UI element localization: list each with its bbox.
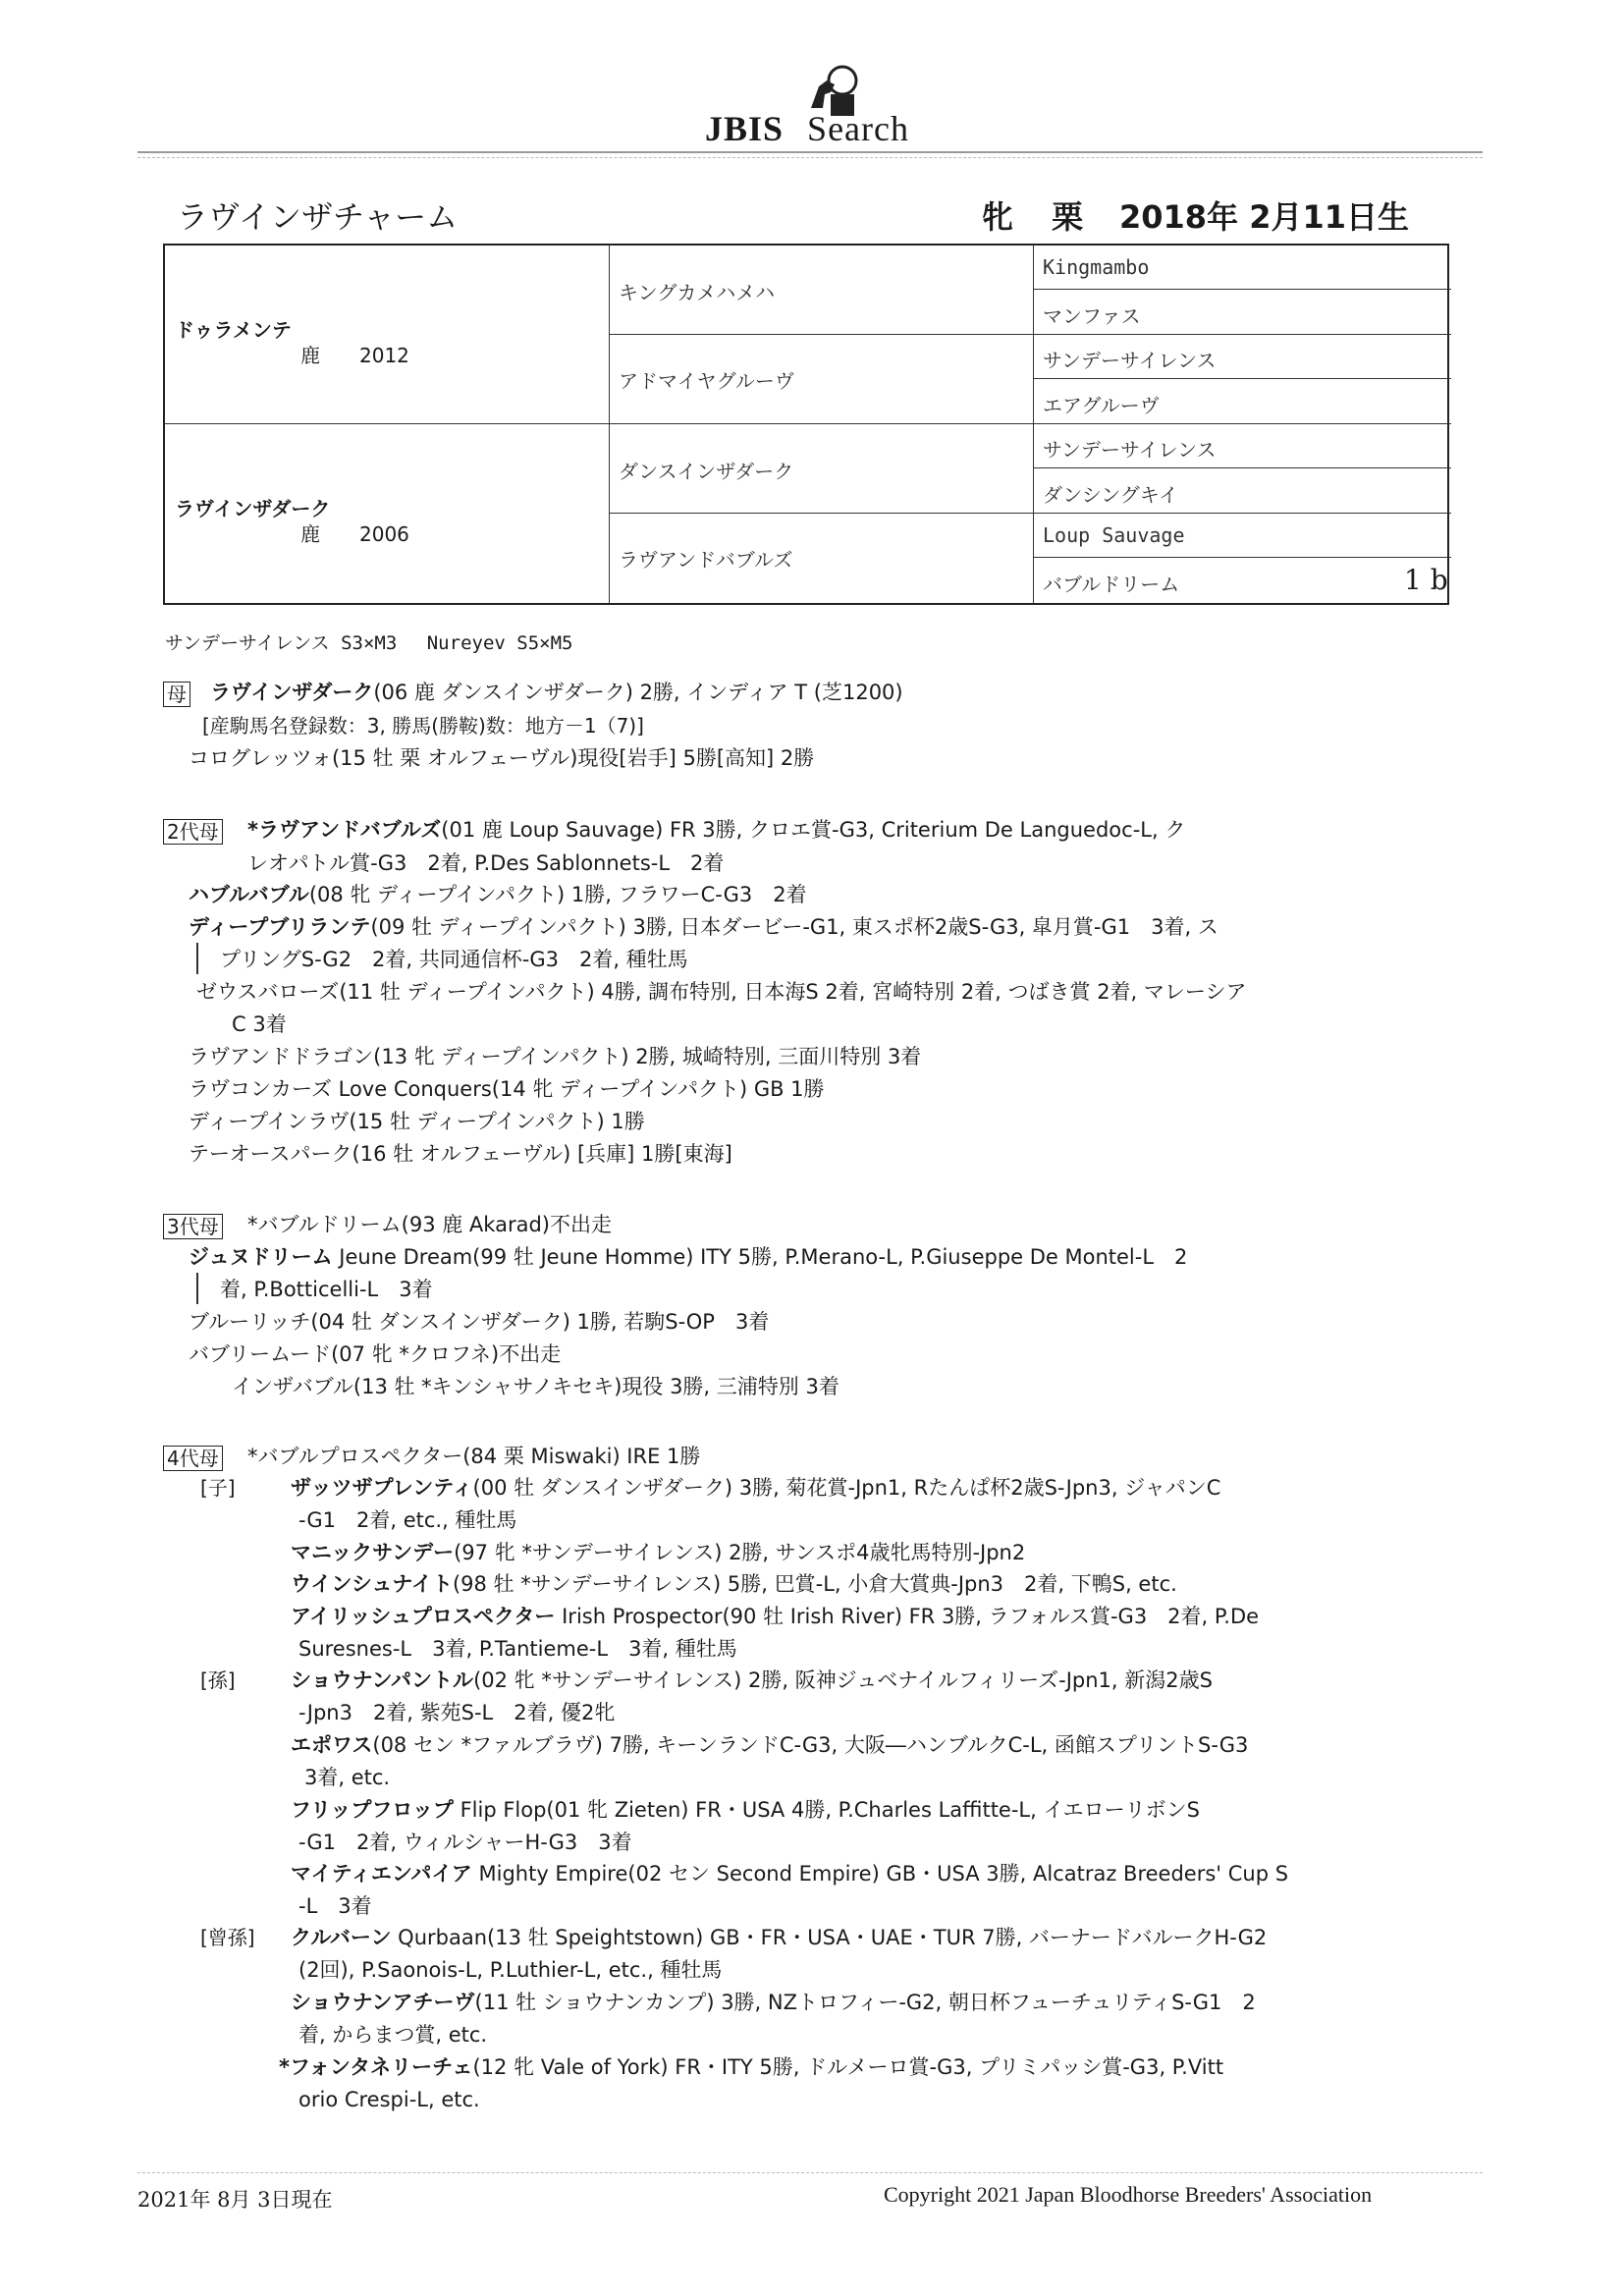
gen3-cell: ダンシングキイ (1043, 483, 1178, 507)
dam4-line: 3着, etc. (304, 1766, 391, 1789)
dam4-line: フリップフロップ Flip Flop(01 牝 Zieten) FR・USA 4勝, P.Charles Laffitte-L, イエローリボンS (291, 1798, 1200, 1822)
dam4-line: ザッツザプレンティ(00 牡 ダンスインザダーク) 3勝, 菊花賞-Jpn1, Rたんぱ杯2歳S-Jpn3, ジャパンC (291, 1476, 1221, 1500)
dam4-line: orio Crespi-L, etc. (298, 2088, 480, 2111)
footer-rule (137, 2172, 1483, 2173)
dam4-line: 着, からまつ賞, etc. (298, 2023, 488, 2047)
as-of-date: 2021年 8月 3日現在 (137, 2188, 333, 2212)
dam2-line: プリングS-G2 2着, 共同通信杯-G3 2着, 種牡馬 (220, 948, 688, 971)
dam4-line: -L 3着 (298, 1894, 372, 1918)
gen3-cell: サンデーサイレンス (1043, 438, 1217, 462)
dam3-line: *バブルドリーム(93 鹿 Akarad)不出走 (247, 1213, 612, 1236)
section-label-dam3: 3代母 (163, 1214, 223, 1239)
dam3-line: ジュヌドリーム Jeune Dream(99 牡 Jeune Homme) ITY 5勝, P.Merano-L, P.Giuseppe De Montel-L 2 (189, 1245, 1188, 1269)
gen3-cell: Loup Sauvage (1043, 523, 1185, 547)
dam4-line: マイティエンパイア Mighty Empire(02 セン Second Empire) GB・USA 3勝, Alcatraz Breeders' Cup S (291, 1862, 1289, 1886)
dam3-line: バブリームード(07 牝 *クロフネ)不出走 (189, 1342, 562, 1366)
gen2-cell: ダンスインザダーク (619, 460, 794, 483)
dam2-line: C 3着 (232, 1012, 287, 1036)
horse-name: ラヴインザチャーム (177, 198, 459, 236)
section-label-dam4: 4代母 (163, 1446, 223, 1471)
dam4-head: *バブルプロスペクター(84 栗 Miswaki) IRE 1勝 (247, 1445, 701, 1468)
section-label-dam: 母 (163, 682, 190, 707)
dam4-line: ショウナンパントル(02 牝 *サンデーサイレンス) 2勝, 阪神ジュベナイルフィリーズ-Jpn1, 新潟2歳S (291, 1668, 1213, 1692)
tag-child: [子] (200, 1476, 236, 1500)
dam2-line: ラヴコンカーズ Love Conquers(14 牝 ディープインパクト) GB 1勝 (189, 1077, 825, 1101)
dam3-line: インザバブル(13 牡 *キンシャサノキセキ)現役 3勝, 三浦特別 3着 (232, 1375, 839, 1398)
dam3-line: 着, P.Botticelli-L 3着 (220, 1278, 433, 1301)
dam4-line: マニックサンデー(97 牝 *サンデーサイレンス) 2勝, サンスポ4歳牝馬特別-Jpn2 (291, 1541, 1026, 1564)
family-number: 1 b (1404, 564, 1448, 596)
sire-detail: 鹿 2012 (300, 344, 409, 367)
tag-great-grandchild: [曾孫] (200, 1926, 255, 1949)
section-label-dam2: 2代母 (163, 819, 223, 845)
sibling-bar (196, 943, 198, 974)
sire-name: ドゥラメンテ (175, 318, 292, 342)
gen2-cell: キングカメハメハ (619, 281, 775, 304)
dam2-line: ディープインラヴ(15 牡 ディープインパクト) 1勝 (189, 1110, 645, 1133)
jbis-search-logo (705, 59, 941, 147)
dam4-line: (2回), P.Saonois-L, P.Luthier-L, etc., 種牡馬 (298, 1958, 723, 1982)
horse-sex-color: 牝 栗 (982, 198, 1098, 236)
dam-detail: 鹿 2006 (300, 522, 409, 546)
copyright: Copyright 2021 Japan Bloodhorse Breeders' Association (884, 2182, 1373, 2207)
logo-jbis: JBIS (705, 109, 785, 148)
dam4-line: ウインシュナイト(98 牡 *サンデーサイレンス) 5勝, 巴賞-L, 小倉大賞典-Jpn3 2着, 下鴨S, etc. (291, 1572, 1177, 1596)
gen3-cell: マンファス (1043, 304, 1141, 328)
pedigree-table (163, 244, 1449, 605)
gen2-cell: ラヴアンドバブルズ (619, 548, 793, 572)
sibling-bar (196, 1273, 198, 1304)
dam2-line: ゼウスバローズ(11 牡 ディープインパクト) 4勝, 調布特別, 日本海S 2着, 宮崎特別 2着, つばき賞 2着, マレーシア (196, 980, 1247, 1004)
header-rule (137, 151, 1483, 153)
tag-grandchild: [孫] (200, 1668, 236, 1692)
dam2-line: テーオースパーク(16 牡 オルフェーヴル) [兵庫] 1勝[東海] (189, 1142, 732, 1166)
gen3-cell: サンデーサイレンス (1043, 349, 1217, 372)
dam4-line: ショウナンアチーヴ(11 牡 ショウナンカンプ) 3勝, NZトロフィー-G2, 朝日杯フューチュリティS-G1 2 (291, 1991, 1256, 2014)
gen2-cell: アドマイヤグルーヴ (619, 369, 794, 393)
dam4-line: エポワス(08 セン *ファルブラヴ) 7勝, キーンランドC-G3, 大阪―ハンブルクC-L, 函館スプリントS-G3 (291, 1733, 1249, 1757)
dam3-line: ブルーリッチ(04 牡 ダンスインザダーク) 1勝, 若駒S-OP 3着 (189, 1310, 770, 1334)
gen3-cell: エアグルーヴ (1043, 394, 1160, 417)
dam4-line: -G1 2着, etc., 種牡馬 (298, 1508, 517, 1532)
gen3-cell: バブルドリーム (1043, 573, 1180, 596)
dam2-line: レオパトル賞-G3 2着, P.Des Sablonnets-L 2着 (247, 851, 725, 875)
dam4-line: クルバーン Qurbaan(13 牡 Speightstown) GB・FR・USA・UAE・TUR 7勝, バーナードバルークH-G2 (291, 1926, 1268, 1949)
gen3-cell: Kingmambo (1043, 255, 1150, 279)
dam2-line: ハブルバブル(08 牝 ディープインパクト) 1勝, フラワーC-G3 2着 (189, 883, 807, 906)
dam4-line: アイリッシュプロスペクター Irish Prospector(90 牡 Irish River) FR 3勝, ラフォルス賞-G3 2着, P.De (291, 1605, 1260, 1628)
dam-line: ラヴインザダーク(06 鹿 ダンスインザダーク) 2勝, インディア T (芝1200) (210, 681, 903, 704)
horse-birth-date: 2018年 2月11日生 (1119, 198, 1410, 236)
dam2-line: ラヴアンドドラゴン(13 牝 ディープインパクト) 2勝, 城崎特別, 三面川特別 3着 (189, 1045, 922, 1068)
dam4-line: *フォンタネリーチェ(12 牝 Vale of York) FR・ITY 5勝, ドルメーロ賞-G3, プリミパッシ賞-G3, P.Vitt (279, 2055, 1224, 2079)
inbreeding-note: サンデーサイレンス S3×M3 Nureyev S5×M5 (165, 632, 573, 654)
logo-search: Search (807, 109, 909, 148)
dam2-line: ディープブリランテ(09 牡 ディープインパクト) 3勝, 日本ダービー-G1, 東スポ杯2歳S-G3, 皐月賞-G1 3着, ス (189, 915, 1218, 939)
dam-offspring: コログレッツォ(15 牡 栗 オルフェーヴル)現役[岩手] 5勝[高知] 2勝 (189, 746, 815, 770)
header-rule-dashed (137, 157, 1483, 158)
dam-produce-count: [産駒馬名登録数：3, 勝馬(勝鞍)数：地方－1（7)] (202, 714, 644, 738)
dam-name: ラヴインザダーク (175, 497, 331, 520)
dam4-line: -G1 2着, ウィルシャーH-G3 3着 (298, 1831, 632, 1854)
dam4-line: Suresnes-L 3着, P.Tantieme-L 3着, 種牡馬 (298, 1637, 737, 1661)
dam2-line: *ラヴアンドバブルズ(01 鹿 Loup Sauvage) FR 3勝, クロエ賞-G3, Criterium De Languedoc-L, ク (247, 818, 1186, 842)
dam4-line: -Jpn3 2着, 紫苑S-L 2着, 優2牝 (298, 1701, 616, 1724)
